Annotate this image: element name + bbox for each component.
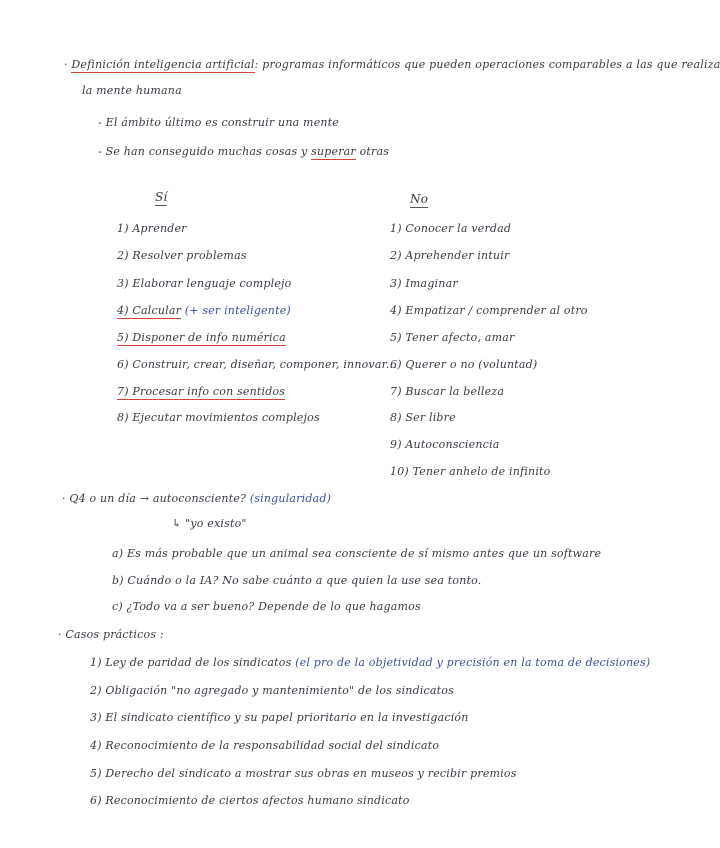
si-header: Sí [155, 190, 168, 204]
question-arrow: ↳ "yo existo" [172, 517, 247, 530]
no-item-8: 8) Ser libre [390, 411, 456, 424]
no-item-9: 9) Autoconsciencia [390, 438, 500, 451]
si-item-2: 2) Resolver problemas [117, 249, 247, 262]
no-item-2: 2) Aprehender intuir [390, 249, 510, 262]
casos-item-1-text: 1) Ley de paridad de los sindicatos [90, 656, 296, 669]
intro-sub-1: - El ámbito último es construir una mente [98, 116, 340, 129]
casos-item-1 [90, 656, 650, 669]
no-item-4: 4) Empatizar / comprender al otro [390, 304, 588, 317]
si-item-8: 8) Ejecutar movimientos complejos [117, 411, 320, 424]
casos-item-6: 6) Reconocimiento de ciertos afectos humano sindicato [90, 794, 410, 807]
no-item-6: 6) Querer o no (voluntad) [390, 358, 538, 371]
question-b: b) Cuándo o la IA? No sabe cuánto a que quien la use sea tonto. [112, 574, 482, 587]
intro-sub-2-underlined: superar [311, 145, 356, 158]
si-item-5-text: 5) Disponer de info numérica [117, 331, 286, 344]
no-item-5: 5) Tener afecto, amar [390, 331, 515, 344]
no-item-3: 3) Imaginar [390, 277, 458, 290]
bullet: · [64, 58, 68, 71]
intro-line-1 [64, 58, 720, 71]
definition-text: : programas informáticos que pueden operaciones comparables a las que realiza [254, 58, 720, 71]
intro-sub-2-a: - Se han conseguido muchas cosas y [98, 145, 308, 158]
si-item-4-text: 4) Calcular [117, 304, 182, 317]
no-item-7: 7) Buscar la belleza [390, 385, 505, 398]
si-item-7 [117, 385, 285, 398]
si-item-5 [117, 331, 286, 344]
question-c: c) ¿Todo va a ser bueno? Depende de lo que hagamos [112, 600, 421, 613]
no-header: No [410, 192, 429, 206]
question-note: (singularidad) [249, 492, 332, 505]
casos-item-1-note: (el pro de la objetividad y precisión en la toma de decisiones) [295, 656, 651, 669]
casos-title: · Casos prácticos : [58, 628, 164, 641]
casos-item-4: 4) Reconocimiento de la responsabilidad social del sindicato [90, 739, 440, 752]
intro-line-2: la mente humana [82, 84, 182, 97]
si-item-3: 3) Elaborar lenguaje complejo [117, 277, 292, 290]
intro-sub-2-c: otras [359, 145, 390, 158]
question-a: a) Es más probable que un animal sea consciente de sí mismo antes que un software [112, 547, 602, 560]
intro-sub-2 [98, 145, 389, 158]
question-text: · Q4 o un día → autoconsciente? [62, 492, 250, 505]
definition-term: Definición inteligencia artificial [71, 58, 255, 71]
si-item-7-text: 7) Procesar info con sentidos [117, 385, 286, 398]
casos-item-3: 3) El sindicato científico y su papel prioritario en la investigación [90, 711, 469, 724]
si-item-4 [117, 304, 291, 317]
si-item-6: 6) Construir, crear, diseñar, componer, innovar... [117, 358, 397, 371]
si-item-4-note: (+ ser inteligente) [184, 304, 291, 317]
no-item-1: 1) Conocer la verdad [390, 222, 512, 235]
question-line [62, 492, 331, 505]
casos-item-5: 5) Derecho del sindicato a mostrar sus obras en museos y recibir premios [90, 767, 517, 780]
no-item-10: 10) Tener anhelo de infinito [390, 465, 551, 478]
casos-item-2: 2) Obligación "no agregado y mantenimiento" de los sindicatos [90, 684, 454, 697]
si-item-1: 1) Aprender [117, 222, 187, 235]
